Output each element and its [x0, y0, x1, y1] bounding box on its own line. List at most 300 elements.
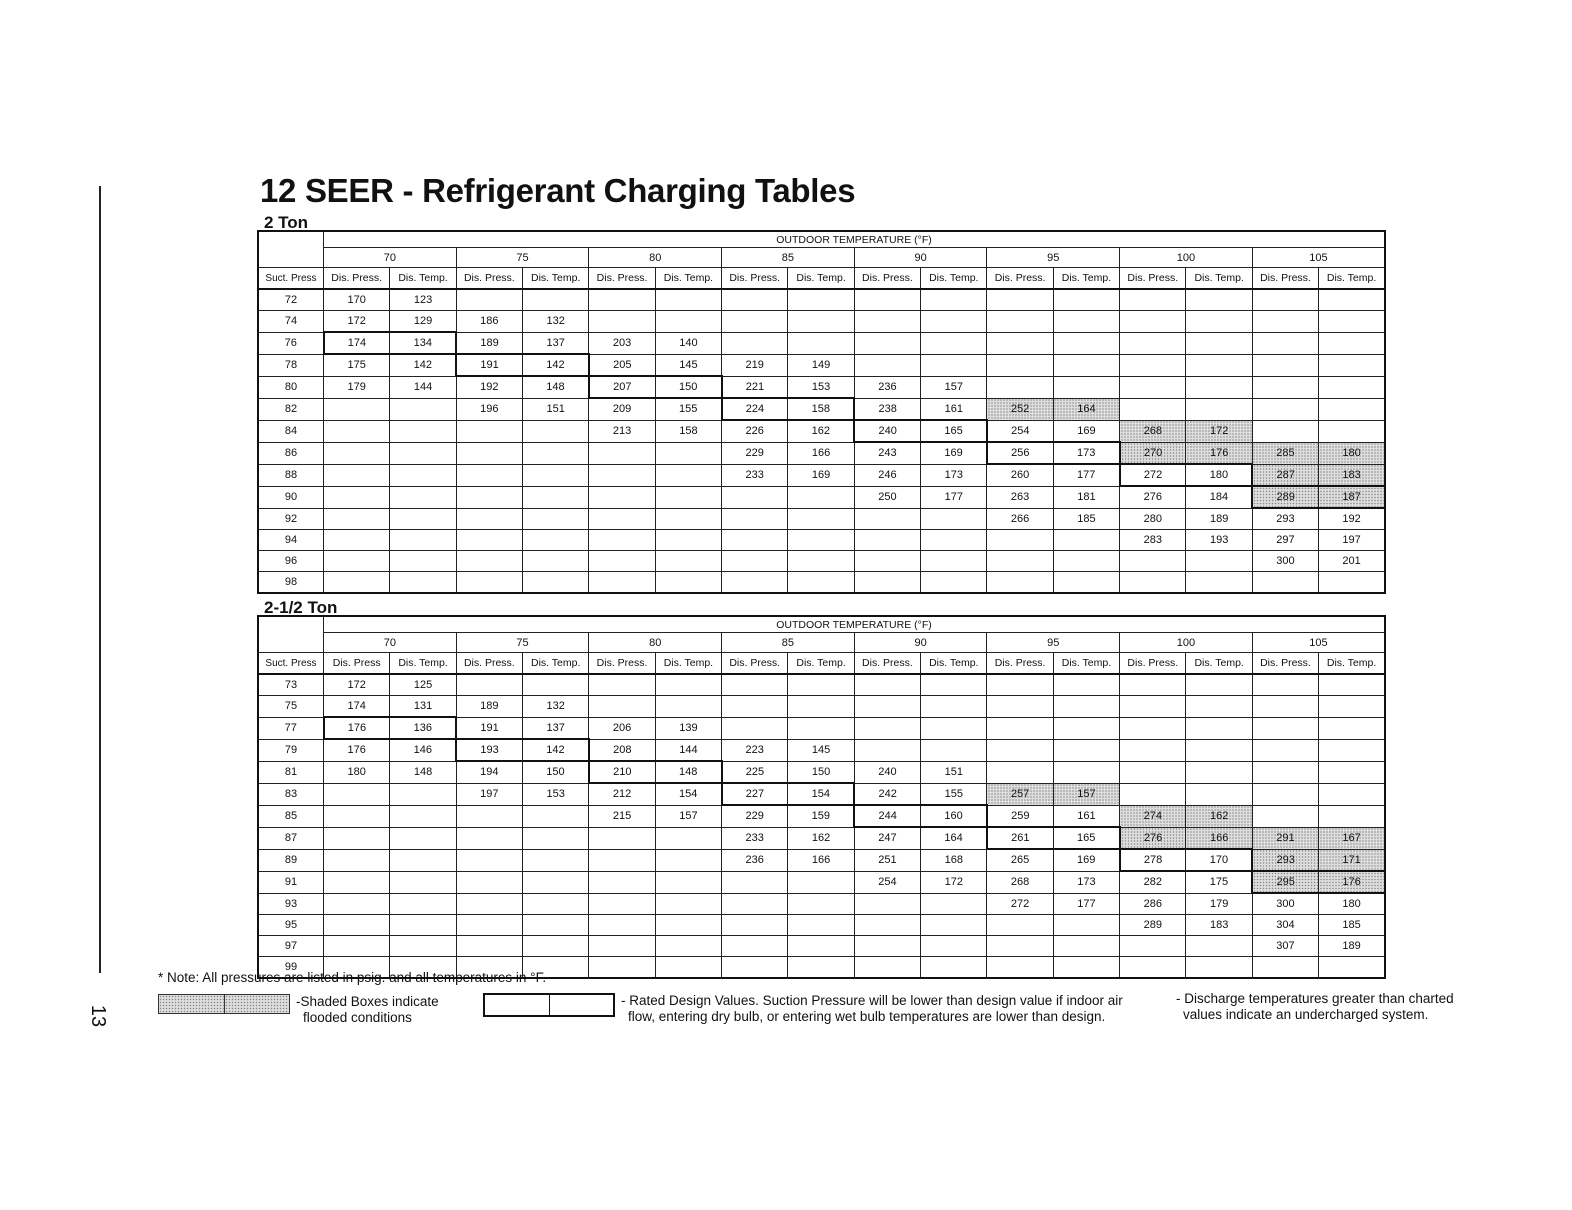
legend-rated-line2: flow, entering dry bulb, or entering wet bulb temperatures are lower than design.	[628, 1009, 1106, 1024]
table-cell	[1252, 376, 1318, 398]
table-cell: 260	[987, 464, 1053, 486]
table-cell	[523, 530, 589, 551]
table-cell	[1053, 674, 1119, 696]
table-cell	[1186, 332, 1252, 354]
table-cell: 263	[987, 486, 1053, 508]
table-cell	[722, 957, 788, 979]
table-cell	[324, 915, 390, 936]
table-cell	[1319, 805, 1385, 827]
table-cell	[589, 674, 655, 696]
table-cell	[722, 289, 788, 311]
table-cell: 179	[324, 376, 390, 398]
table-cell	[589, 936, 655, 957]
table-cell	[456, 420, 522, 442]
suction-pressure-cell: 76	[258, 332, 324, 354]
discharge-pressure-header: Dis. Press.	[1120, 653, 1186, 675]
suction-pressure-cell: 97	[258, 936, 324, 957]
discharge-pressure-header: Dis. Press.	[854, 268, 920, 290]
table-cell: 180	[1186, 464, 1252, 486]
table-cell	[788, 572, 854, 594]
suction-pressure-cell: 75	[258, 696, 324, 718]
table-cell	[788, 508, 854, 530]
table-cell: 164	[1053, 398, 1119, 420]
table-cell	[987, 674, 1053, 696]
suction-pressure-cell: 87	[258, 827, 324, 849]
suction-pressure-cell: 84	[258, 420, 324, 442]
table-cell	[854, 674, 920, 696]
table-cell	[1120, 551, 1186, 572]
table-cell	[788, 530, 854, 551]
table-cell	[1053, 717, 1119, 739]
outdoor-temp-85: 85	[722, 248, 855, 268]
table-cell: 155	[921, 783, 987, 805]
table-cell	[655, 572, 721, 594]
suction-pressure-cell: 90	[258, 486, 324, 508]
table-cell	[1319, 311, 1385, 333]
table-cell	[1319, 332, 1385, 354]
table-cell: 236	[854, 376, 920, 398]
discharge-temp-header: Dis. Temp.	[788, 268, 854, 290]
table-cell: 266	[987, 508, 1053, 530]
table-cell	[921, 572, 987, 594]
table-cell	[921, 508, 987, 530]
table-cell	[987, 957, 1053, 979]
table-cell	[854, 957, 920, 979]
discharge-pressure-header: Dis. Press.	[854, 653, 920, 675]
table-cell	[523, 486, 589, 508]
header-corner	[258, 616, 324, 653]
table-cell	[1053, 739, 1119, 761]
table-cell: 191	[456, 717, 522, 739]
suction-pressure-cell: 91	[258, 871, 324, 893]
table-cell: 240	[854, 420, 920, 442]
table-cell	[1186, 376, 1252, 398]
table-cell	[456, 508, 522, 530]
table-cell: 300	[1252, 893, 1318, 915]
table-cell: 154	[788, 783, 854, 805]
table-cell	[921, 674, 987, 696]
table-cell	[1319, 398, 1385, 420]
table-cell: 293	[1252, 508, 1318, 530]
table-cell: 172	[921, 871, 987, 893]
discharge-temp-header: Dis. Temp.	[921, 268, 987, 290]
table-cell: 289	[1120, 915, 1186, 936]
table-cell	[523, 936, 589, 957]
suction-pressure-cell: 78	[258, 354, 324, 376]
table-cell: 161	[921, 398, 987, 420]
table-cell: 191	[456, 354, 522, 376]
table-cell	[921, 957, 987, 979]
table-cell	[655, 551, 721, 572]
table-cell	[589, 572, 655, 594]
table-cell: 180	[1319, 442, 1385, 464]
suction-pressure-cell: 85	[258, 805, 324, 827]
table-cell: 172	[324, 674, 390, 696]
table-cell: 153	[523, 783, 589, 805]
table-cell: 224	[722, 398, 788, 420]
table-cell: 174	[324, 696, 390, 718]
table-cell	[1120, 674, 1186, 696]
table-cell	[456, 893, 522, 915]
table-cell: 170	[324, 289, 390, 311]
table-cell	[390, 442, 456, 464]
table-cell	[390, 464, 456, 486]
table-cell: 161	[1053, 805, 1119, 827]
table-cell: 157	[921, 376, 987, 398]
table-cell: 166	[1186, 827, 1252, 849]
table-cell: 177	[1053, 893, 1119, 915]
table-cell: 169	[921, 442, 987, 464]
table-cell	[854, 289, 920, 311]
table-cell: 158	[788, 398, 854, 420]
table-cell: 151	[523, 398, 589, 420]
table-cell	[523, 442, 589, 464]
table-cell	[324, 805, 390, 827]
table-cell: 139	[655, 717, 721, 739]
table-cell: 192	[1319, 508, 1385, 530]
table-cell	[1319, 289, 1385, 311]
discharge-temp-header: Dis. Temp.	[523, 653, 589, 675]
table-cell: 276	[1120, 827, 1186, 849]
table-cell	[854, 551, 920, 572]
table-cell	[1319, 572, 1385, 594]
suction-pressure-header: Suct. Press	[258, 268, 324, 290]
table-cell: 261	[987, 827, 1053, 849]
table-cell	[655, 696, 721, 718]
table-cell	[987, 311, 1053, 333]
charging-table-2-ton	[257, 230, 1386, 594]
table-cell	[655, 936, 721, 957]
table-cell: 149	[788, 354, 854, 376]
header-corner	[258, 231, 324, 268]
table-cell	[722, 915, 788, 936]
table-cell	[1252, 717, 1318, 739]
legend-discharge-line1: - Discharge temperatures greater than charted	[1176, 991, 1454, 1006]
table-cell: 129	[390, 311, 456, 333]
table-cell: 272	[1120, 464, 1186, 486]
table-cell	[390, 936, 456, 957]
table-cell: 215	[589, 805, 655, 827]
table-cell	[921, 311, 987, 333]
table-cell: 212	[589, 783, 655, 805]
table-cell	[1319, 354, 1385, 376]
table-cell	[523, 805, 589, 827]
outdoor-temp-75: 75	[456, 248, 589, 268]
table-cell	[1252, 289, 1318, 311]
suction-pressure-cell: 98	[258, 572, 324, 594]
table-cell: 172	[324, 311, 390, 333]
table-cell: 145	[788, 739, 854, 761]
table-cell	[1186, 311, 1252, 333]
table-cell	[987, 739, 1053, 761]
table-cell	[324, 783, 390, 805]
table-cell: 142	[390, 354, 456, 376]
table-cell	[324, 398, 390, 420]
table-cell: 274	[1120, 805, 1186, 827]
table-cell	[1252, 783, 1318, 805]
table-cell: 150	[655, 376, 721, 398]
table-cell: 166	[788, 442, 854, 464]
table-cell: 304	[1252, 915, 1318, 936]
table-cell: 180	[1319, 893, 1385, 915]
table-cell	[854, 696, 920, 718]
table-cell: 193	[1186, 530, 1252, 551]
table-cell: 254	[987, 420, 1053, 442]
table-cell	[1252, 674, 1318, 696]
table-cell	[324, 508, 390, 530]
table-cell	[722, 508, 788, 530]
discharge-pressure-header: Dis. Press.	[722, 268, 788, 290]
table-cell	[655, 893, 721, 915]
suction-pressure-cell: 96	[258, 551, 324, 572]
discharge-temp-header: Dis. Temp.	[1319, 268, 1385, 290]
table-cell	[921, 530, 987, 551]
table-cell	[854, 572, 920, 594]
table-cell: 289	[1252, 486, 1318, 508]
table-cell	[390, 893, 456, 915]
table-cell	[987, 354, 1053, 376]
legend-discharge-line2: values indicate an undercharged system.	[1183, 1007, 1429, 1022]
table-cell	[921, 739, 987, 761]
table-cell	[523, 849, 589, 871]
table-cell: 169	[1053, 849, 1119, 871]
table-cell	[987, 530, 1053, 551]
table-cell	[1186, 936, 1252, 957]
table-cell	[1186, 696, 1252, 718]
table-cell	[854, 311, 920, 333]
table-cell	[589, 849, 655, 871]
table-cell	[1120, 957, 1186, 979]
table-cell: 226	[722, 420, 788, 442]
discharge-temp-header: Dis. Temp.	[655, 268, 721, 290]
discharge-pressure-header: Dis. Press.	[324, 268, 390, 290]
discharge-pressure-header: Dis. Press.	[589, 268, 655, 290]
table-cell	[1186, 761, 1252, 783]
table-cell	[1252, 311, 1318, 333]
suction-pressure-cell: 81	[258, 761, 324, 783]
outdoor-temp-85: 85	[722, 633, 855, 653]
table-cell: 154	[655, 783, 721, 805]
suction-pressure-cell: 80	[258, 376, 324, 398]
table-cell	[589, 893, 655, 915]
table-cell: 251	[854, 849, 920, 871]
table-cell: 208	[589, 739, 655, 761]
table-cell	[722, 332, 788, 354]
discharge-temp-header: Dis. Temp.	[655, 653, 721, 675]
table-cell	[987, 696, 1053, 718]
table-cell: 236	[722, 849, 788, 871]
table-cell	[1186, 354, 1252, 376]
table-cell: 238	[854, 398, 920, 420]
table-cell	[1252, 420, 1318, 442]
table-cell	[921, 551, 987, 572]
suction-pressure-cell: 86	[258, 442, 324, 464]
legend-discharge-text	[1176, 991, 1454, 1023]
table-cell	[589, 486, 655, 508]
table-cell	[456, 674, 522, 696]
table-cell: 150	[788, 761, 854, 783]
table-cell	[1319, 376, 1385, 398]
table-cell	[456, 805, 522, 827]
table-cell	[589, 442, 655, 464]
table-cell	[1053, 957, 1119, 979]
table-cell	[589, 530, 655, 551]
legend-rated-swatch	[483, 993, 615, 1017]
table-cell	[987, 717, 1053, 739]
table-cell	[655, 442, 721, 464]
table-cell: 247	[854, 827, 920, 849]
table-cell: 233	[722, 827, 788, 849]
discharge-pressure-header: Dis. Press.	[456, 653, 522, 675]
table-cell	[655, 530, 721, 551]
discharge-pressure-header: Dis. Press.	[1120, 268, 1186, 290]
table-cell: 148	[655, 761, 721, 783]
outdoor-temp-100: 100	[1120, 633, 1253, 653]
table-cell	[854, 739, 920, 761]
table-cell	[788, 717, 854, 739]
table-cell: 213	[589, 420, 655, 442]
table-cell	[655, 915, 721, 936]
table-cell	[655, 827, 721, 849]
table-cell	[722, 674, 788, 696]
table-cell: 144	[390, 376, 456, 398]
table-cell	[390, 572, 456, 594]
table-cell	[987, 289, 1053, 311]
table-cell: 197	[1319, 530, 1385, 551]
outdoor-temp-75: 75	[456, 633, 589, 653]
table-cell: 268	[987, 871, 1053, 893]
table-cell	[854, 936, 920, 957]
table-cell: 162	[788, 420, 854, 442]
suction-pressure-cell: 77	[258, 717, 324, 739]
discharge-temp-header: Dis. Temp.	[390, 653, 456, 675]
table-cell	[390, 551, 456, 572]
table-cell: 193	[456, 739, 522, 761]
table-cell	[523, 893, 589, 915]
table-cell	[722, 936, 788, 957]
table-cell: 287	[1252, 464, 1318, 486]
table-cell	[390, 915, 456, 936]
table-cell	[1319, 761, 1385, 783]
discharge-temp-header: Dis. Temp.	[1186, 268, 1252, 290]
table-cell: 146	[390, 739, 456, 761]
table-cell: 285	[1252, 442, 1318, 464]
table-cell	[390, 783, 456, 805]
table-cell	[921, 289, 987, 311]
table-cell: 176	[324, 717, 390, 739]
table-cell	[390, 420, 456, 442]
table-cell: 172	[1186, 420, 1252, 442]
table-cell	[1252, 761, 1318, 783]
table-subtitle-2-5-ton: 2-1/2 Ton	[264, 598, 338, 617]
outdoor-temp-80: 80	[589, 633, 722, 653]
table-cell	[589, 696, 655, 718]
table-cell: 187	[1319, 486, 1385, 508]
table-cell	[987, 572, 1053, 594]
table-cell: 142	[523, 354, 589, 376]
table-cell: 123	[390, 289, 456, 311]
table-cell: 197	[456, 783, 522, 805]
discharge-temp-header: Dis. Temp.	[1053, 268, 1119, 290]
table-cell: 205	[589, 354, 655, 376]
table-cell	[987, 332, 1053, 354]
table-cell: 210	[589, 761, 655, 783]
table-cell	[390, 849, 456, 871]
suction-pressure-cell: 74	[258, 311, 324, 333]
suction-pressure-cell: 88	[258, 464, 324, 486]
table-cell: 169	[788, 464, 854, 486]
discharge-pressure-header: Dis. Press.	[1252, 268, 1318, 290]
outdoor-temperature-label: OUTDOOR TEMPERATURE (°F)	[324, 231, 1386, 248]
table-cell: 176	[1186, 442, 1252, 464]
table-cell: 209	[589, 398, 655, 420]
table-cell	[854, 717, 920, 739]
table-cell: 169	[1053, 420, 1119, 442]
table-cell	[324, 849, 390, 871]
suction-pressure-cell: 89	[258, 849, 324, 871]
table-cell	[1120, 289, 1186, 311]
outdoor-temp-95: 95	[987, 633, 1120, 653]
table-cell: 162	[788, 827, 854, 849]
discharge-pressure-header: Dis. Press.	[987, 268, 1053, 290]
table-cell	[1120, 332, 1186, 354]
table-cell: 229	[722, 805, 788, 827]
table-cell	[1252, 957, 1318, 979]
outdoor-temp-90: 90	[854, 248, 987, 268]
legend-shaded-line2: flooded conditions	[303, 1010, 412, 1025]
table-cell	[456, 915, 522, 936]
table-cell	[1053, 332, 1119, 354]
table-cell	[788, 957, 854, 979]
table-cell: 181	[1053, 486, 1119, 508]
table-cell	[655, 871, 721, 893]
outdoor-temp-70: 70	[324, 633, 457, 653]
table-cell: 162	[1186, 805, 1252, 827]
table-cell: 177	[1053, 464, 1119, 486]
table-cell: 180	[324, 761, 390, 783]
table-cell	[655, 289, 721, 311]
table-cell: 131	[390, 696, 456, 718]
table-cell: 136	[390, 717, 456, 739]
table-cell	[523, 551, 589, 572]
legend-shaded-text	[296, 994, 439, 1026]
table-cell: 151	[921, 761, 987, 783]
table-cell: 196	[456, 398, 522, 420]
table-cell: 173	[1053, 871, 1119, 893]
table-cell	[921, 354, 987, 376]
table-cell	[722, 551, 788, 572]
table-cell: 142	[523, 739, 589, 761]
table-cell	[1186, 717, 1252, 739]
table-cell: 189	[1319, 936, 1385, 957]
table-cell: 244	[854, 805, 920, 827]
table-cell	[523, 674, 589, 696]
table-cell	[523, 464, 589, 486]
table-cell	[987, 761, 1053, 783]
table-cell: 184	[1186, 486, 1252, 508]
table-cell: 183	[1319, 464, 1385, 486]
suction-pressure-cell: 72	[258, 289, 324, 311]
table-cell	[1053, 936, 1119, 957]
table-cell: 246	[854, 464, 920, 486]
table-cell	[1120, 761, 1186, 783]
table-cell: 171	[1319, 849, 1385, 871]
discharge-temp-header: Dis. Temp.	[1186, 653, 1252, 675]
table-cell: 140	[655, 332, 721, 354]
table-cell	[1120, 783, 1186, 805]
table-cell	[722, 696, 788, 718]
table-cell	[788, 311, 854, 333]
